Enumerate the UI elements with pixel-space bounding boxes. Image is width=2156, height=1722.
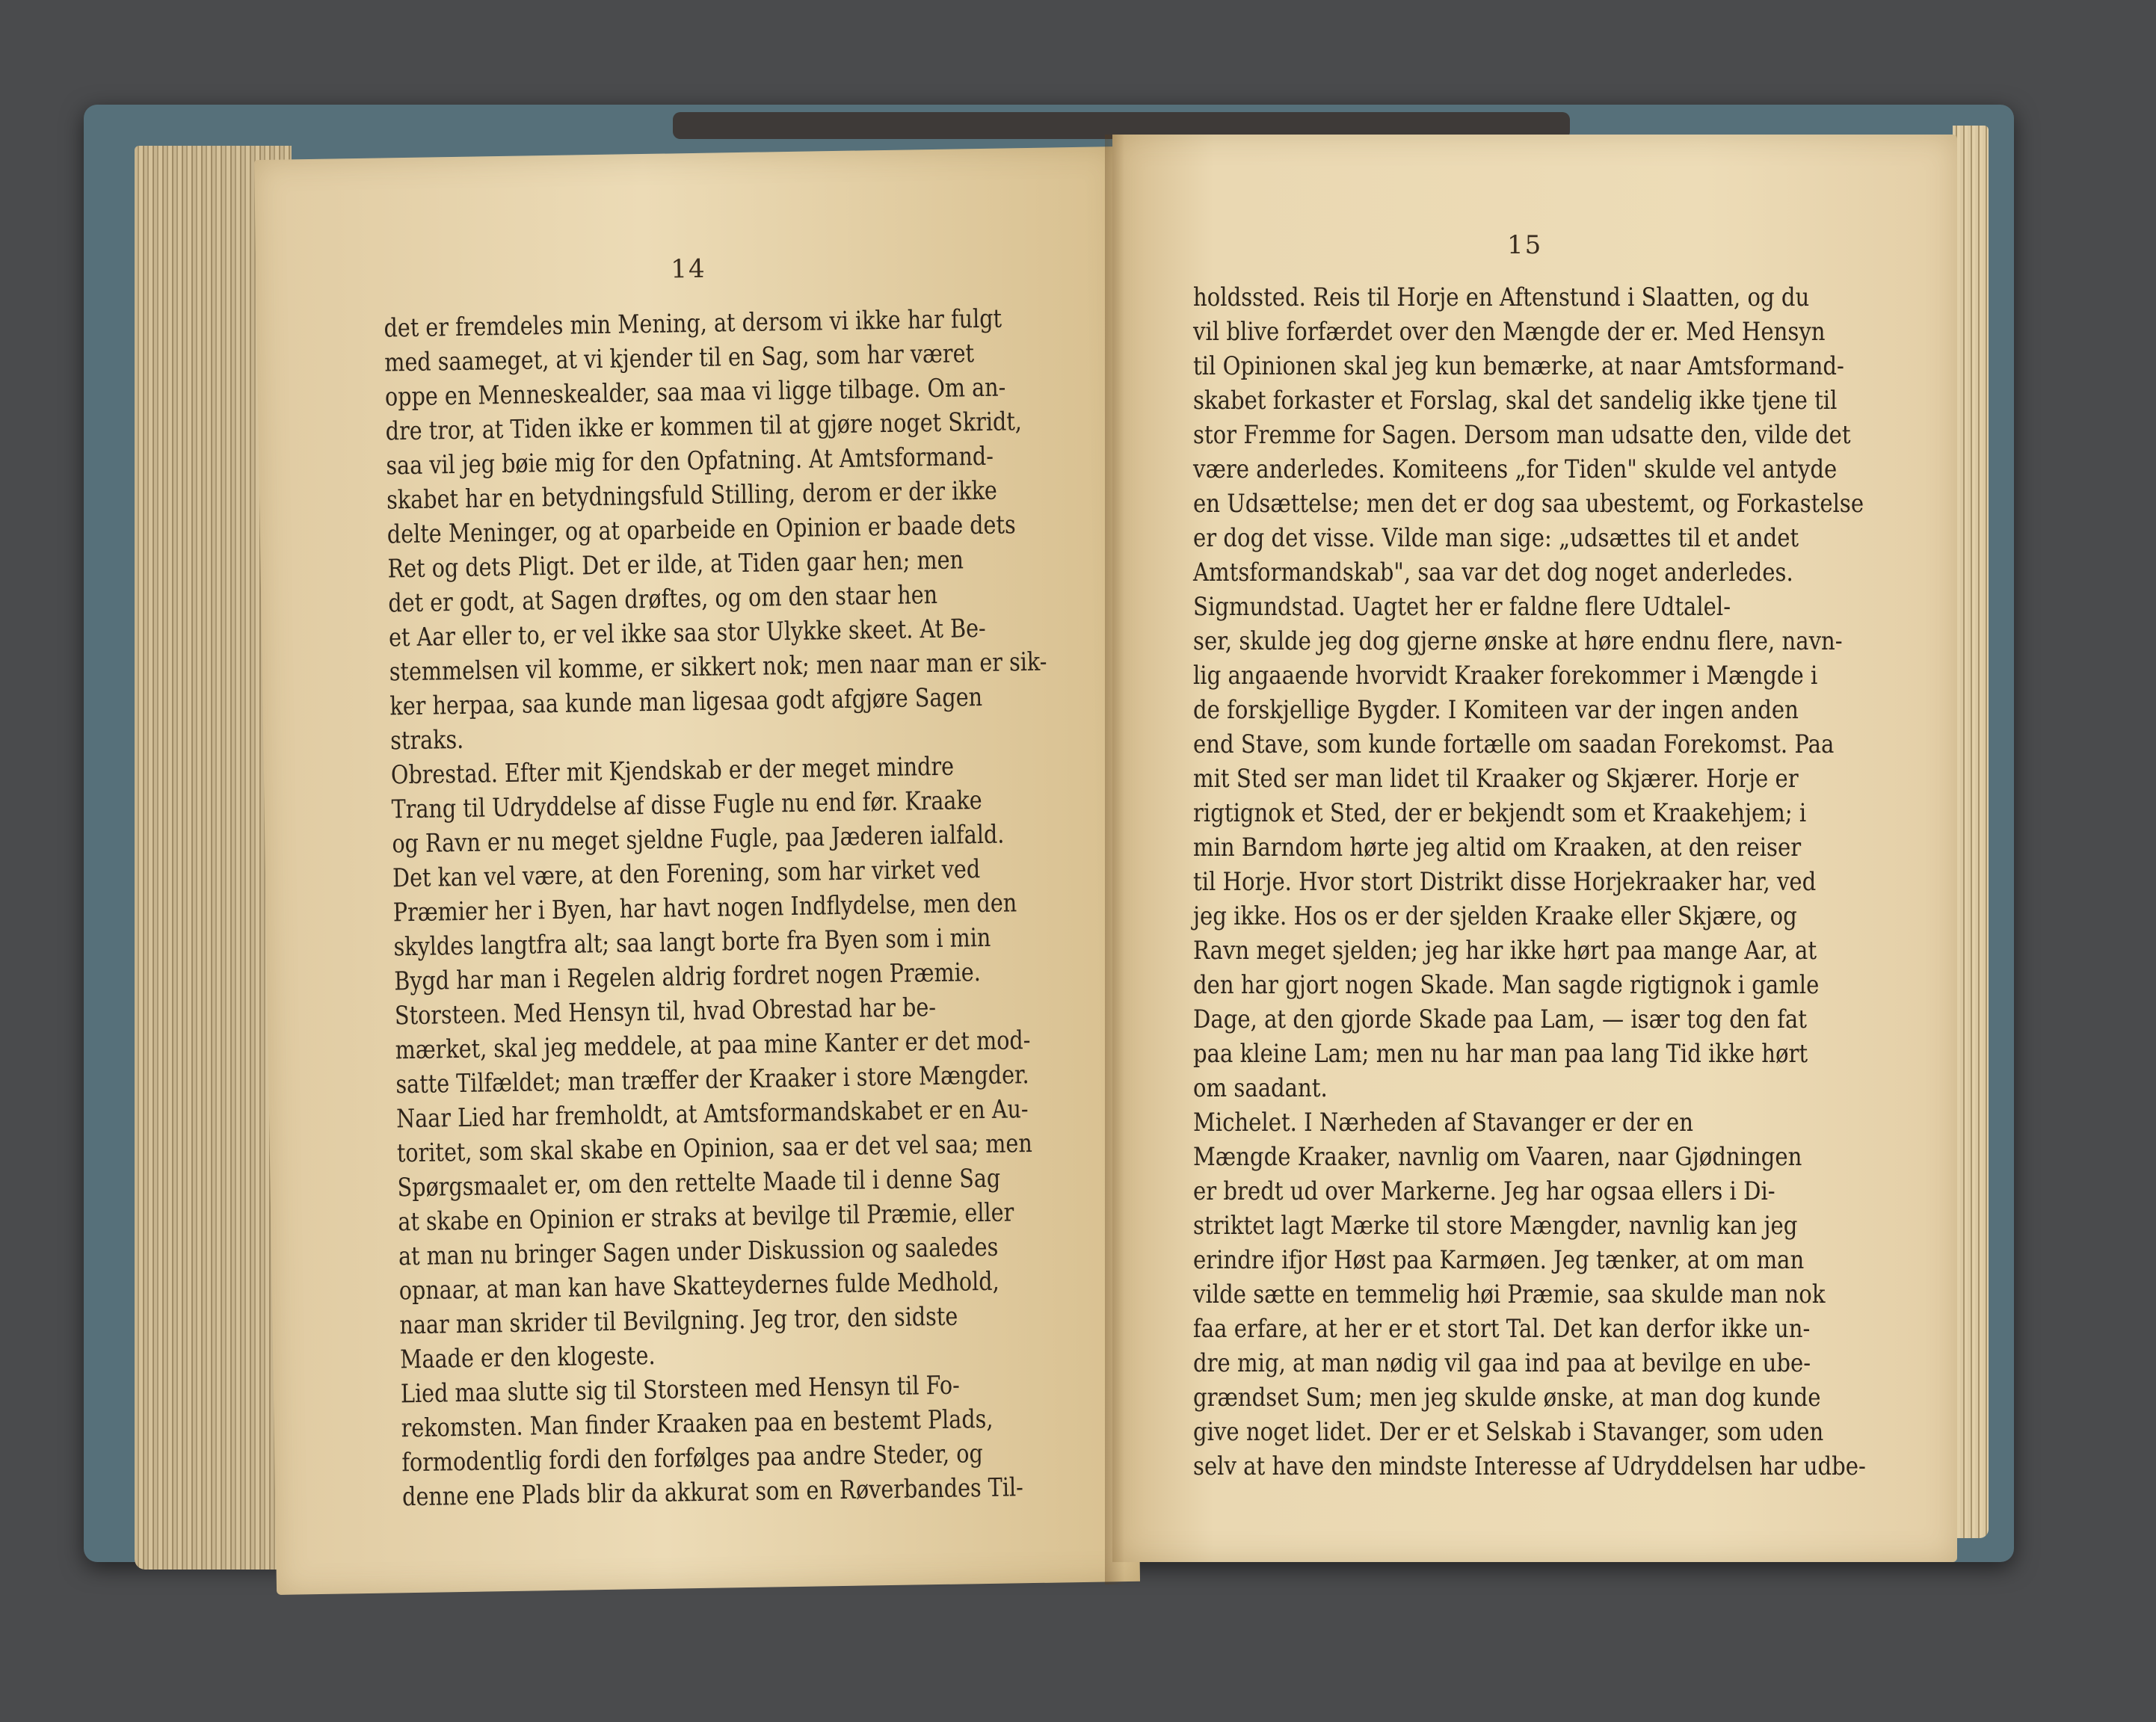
text-line: vil blive forfærdet over den Mængde der er. Med Hensyn [1193,317,1826,347]
text-line: til Horje. Hvor stort Distrikt disse Horjekraaker har, ved [1193,867,1817,897]
text-line: grændset Sum; men jeg skulde ønske, at man dog kunde [1193,1383,1821,1413]
text-line: Sigmundstad. Uagtet her er faldne flere Udtalel- [1193,592,1731,622]
text-line: Spørgsmaalet er, om den rettelte Maade til i denne Sag [397,1163,1001,1203]
text-line: formodentlig fordi den forfølges paa andre Steder, og [401,1439,984,1478]
text-line: holdssted. Reis til Horje en Aftenstund i Slaatten, og du [1193,283,1810,312]
page-number-right: 15 [1507,230,1543,260]
page-number-left: 14 [671,253,706,285]
text-line: Præmier her i Byen, har havt nogen Indflydelse, men den [392,888,1017,928]
text-line: ker herpaa, saa kunde man ligesaa godt afgjøre Sagen [389,682,983,722]
text-line: med saameget, at vi kjender til en Sag, som har været [384,339,975,378]
text-line: den har gjort nogen Skade. Man sagde rigtignok i gamle [1193,970,1820,1000]
book-gutter [1105,135,1124,1584]
text-line: jeg ikke. Hos os er der sjelden Kraake eller Skjære, og [1193,901,1797,931]
text-line: skabet forkaster et Forslag, skal det sandelig ikke tjene til [1193,386,1838,416]
text-line: Bygd har man i Regelen aldrig fordret nogen Præmie. [393,957,982,997]
text-line: Mængde Kraaker, navnlig om Vaaren, naar Gjødningen [1193,1142,1802,1172]
text-line: Amtsformandskab", saa var det dog noget anderledes. [1193,558,1793,587]
text-line: oppe en Menneskealder, saa maa vi ligge tilbage. Om an- [384,372,1006,413]
text-line: Trang til Udryddelse af disse Fugle nu end før. Kraake [391,786,982,825]
text-line: Det kan vel være, at den Forening, som har virket ved [392,854,981,894]
text-line: toritet, som skal skabe en Opinion, saa er det vel saa; men [396,1129,1033,1169]
text-line: til Opinionen skal jeg kun bemærke, at naar Amtsformand- [1193,351,1844,381]
text-line: Lied maa slutte sig til Storsteen med Hensyn til Fo- [400,1370,961,1410]
text-line: at man nu bringer Sagen under Diskussion og saaledes [398,1232,999,1272]
text-line: Maade er den klogeste. [399,1340,656,1375]
text-line: dre mig, at man nødig vil gaa ind paa at bevilge en ube- [1193,1348,1811,1378]
text-line: faa erfare, at her er et stort Tal. Det kan derfor ikke un- [1193,1314,1811,1344]
text-line: dre tror, at Tiden ikke er kommen til at gjøre noget Skridt, [385,407,1023,447]
text-line: et Aar eller to, er vel ikke saa stor Ulykke skeet. At Be- [388,613,986,653]
text-line: satte Tilfældet; man træffer der Kraaker i store Mængder. [395,1060,1029,1100]
text-line: delte Meninger, og at oparbeide en Opinion er baade dets [386,510,1016,550]
text-line: stemmelsen vil komme, er sikkert nok; men naar man er sik- [389,646,1047,688]
text-line: striktet lagt Mærke til store Mængder, navnlig kan jeg [1193,1211,1798,1241]
text-line: rigtignok et Sted, der er bekjendt som et Kraakehjem; i [1193,798,1807,828]
text-line: det er godt, at Sagen drøftes, og om den staar hen [388,579,938,619]
text-line: end Stave, som kunde fortælle om saadan Forekomst. Paa [1193,729,1835,759]
left-page [254,146,1140,1595]
text-line: er dog det visse. Vilde man sige: „udsættes til et andet [1193,523,1799,553]
text-line: opnaar, at man kan have Skatteydernes fulde Medhold, [398,1266,1000,1306]
text-line: en Udsættelse; men det er dog saa ubestemt, og Forkastelse [1193,489,1864,519]
text-line: om saadant. [1193,1073,1328,1103]
text-line: Michelet. I Nærheden af Stavanger er der en [1193,1108,1693,1138]
text-line: og Ravn er nu meget sjeldne Fugle, paa Jæderen ialfald. [392,819,1005,860]
text-line: det er fremdeles min Mening, at dersom vi ikke har fulgt [384,303,1002,344]
text-line: er bredt ud over Markerne. Jeg har ogsaa ellers i Di- [1193,1176,1775,1206]
text-line: denne ene Plads blir da akkurat som en Røverbandes Til- [401,1472,1024,1513]
text-line: naar man skrider til Bevilgning. Jeg tror, den sidste [399,1301,958,1341]
text-line: skabet har en betydningsfuld Stilling, derom er der ikke [386,475,998,516]
text-line: erindre ifjor Høst paa Karmøen. Jeg tænker, at om man [1193,1245,1805,1275]
text-line: give noget lidet. Der er et Selskab i Stavanger, som uden [1193,1417,1824,1447]
text-line: min Barndom hørte jeg altid om Kraaken, at den reiser [1193,833,1802,862]
text-line: Ret og dets Pligt. Det er ilde, at Tiden gaar hen; men [387,545,964,584]
text-line: selv at have den mindste Interesse af Udryddelsen har udbe- [1193,1451,1866,1481]
text-line: Ravn meget sjelden; jeg har ikke hørt paa mange Aar, at [1193,936,1817,966]
text-line: mit Sted ser man lidet til Kraaker og Skjærer. Horje er [1193,764,1799,794]
text-line: straks. [389,724,464,756]
right-page [1112,135,1957,1562]
text-line: mærket, skal jeg meddele, at paa mine Kanter er det mod- [395,1025,1031,1066]
text-line: ser, skulde jeg dog gjerne ønske at høre endnu flere, navn- [1193,626,1843,656]
text-line: Dage, at den gjorde Skade paa Lam, — især tog den fat [1193,1004,1807,1034]
text-line: saa vil jeg bøie mig for den Opfatning. At Amtsformand- [386,441,994,481]
text-line: lig angaaende hvorvidt Kraaker forekommer i Mængde i [1193,661,1818,691]
text-line: de forskjellige Bygder. I Komiteen var der ingen anden [1193,695,1799,725]
text-line: rekomsten. Man finder Kraaken paa en bestemt Plads, [401,1404,994,1444]
text-line: være anderledes. Komiteens „for Tiden" skulde vel antyde [1193,454,1838,484]
text-line: Naar Lied har fremholdt, at Amtsformandskabet er en Au- [395,1094,1029,1135]
text-line: vilde sætte en temmelig høi Præmie, saa skulde man nok [1193,1280,1826,1309]
text-line: paa kleine Lam; men nu har man paa lang Tid ikke hørt [1193,1039,1808,1069]
text-line: stor Fremme for Sagen. Dersom man udsatte den, vilde det [1193,420,1851,450]
left-page-text [384,299,1184,1514]
text-line: at skabe en Opinion er straks at bevilge til Præmie, eller [398,1197,1014,1238]
text-line: skyldes langtfra alt; saa langt borte fra Byen som i min [393,922,991,963]
text-line: Storsteen. Med Hensyn til, hvad Obrestad har be- [394,993,937,1031]
text-line: Obrestad. Efter mit Kjendskab er der meget mindre [390,751,955,791]
right-page-text [1193,280,1979,1484]
